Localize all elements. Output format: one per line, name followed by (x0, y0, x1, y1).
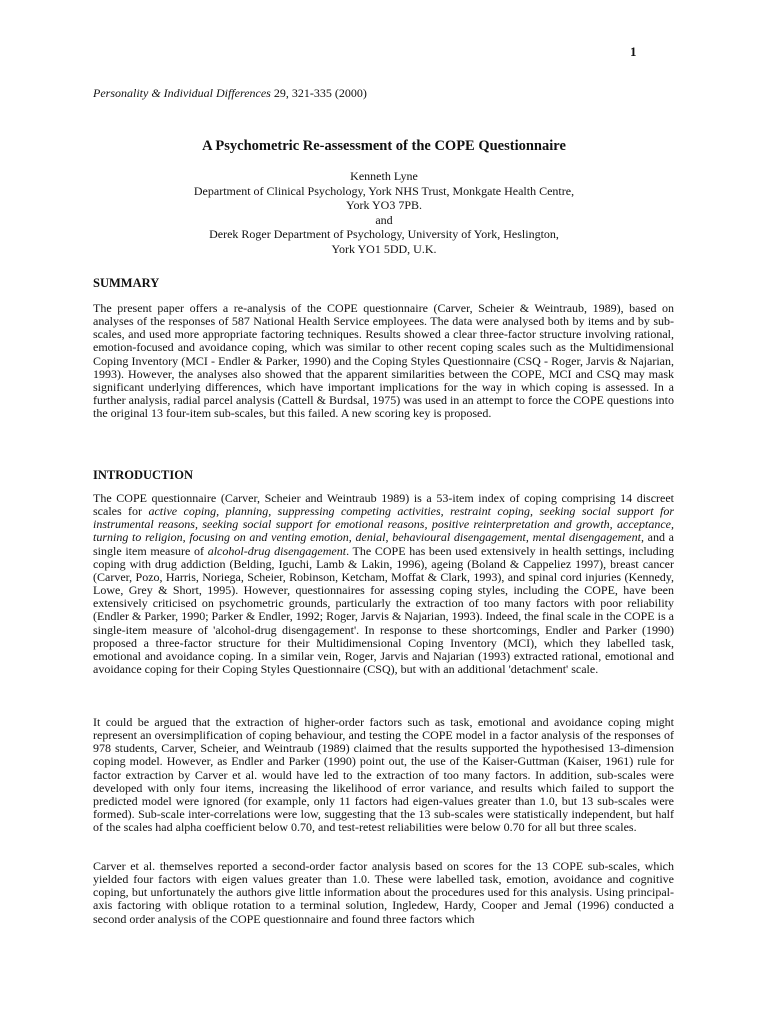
intro-text: , and a single item measure of (93, 530, 674, 558)
author-block (0, 169, 768, 257)
intro-scales-italic: active coping, planning, suppressing competing activities, restraint coping, seeking social support for instrumental reasons, seeking social support for emotional reasons, positive reinterpretation and growth, acceptance, turning to religion, focusing on and venting emotion, denial, behavioural disengagement, mental disengagement (93, 504, 674, 545)
paper-title: A Psychometric Re-assessment of the COPE Questionnaire (202, 138, 566, 154)
summary-paragraph: The present paper offers a re-analysis of the COPE questionnaire (Carver, Scheier & Weintraub, 1989), based on analyses of the responses of 587 National Health Service employees. The data were analysed both by items and by sub-scales, and used more appropriate factoring techniques. Results showed a clear three-factor structure involving rational, emotion-focused and avoidance coping, which was similar to other recent coping scales such as the Multidimensional Coping Inventory (MCI - Endler & Parker, 1990) and the Coping Styles Questionnaire (CSQ - Roger, Jarvis & Najarian, 1993). However, the analyses also showed that the apparent similarities between the COPE, MCI and CSQ may mask significant underlying differences, which have important implications for the way in which coping is assessed. In a further analysis, radial parcel analysis (Cattell & Burdsal, 1975) was used in an attempt to force the COPE questions into the original 13 four-item sub-scales, but this failed. A new scoring key is proposed. (93, 301, 674, 421)
intro-text: The COPE questionnaire (Carver, Scheier and Weintraub 1989) is a 53-item index of coping comprising 14 discreet scales for (93, 491, 674, 519)
intro-text: . The COPE has been used extensively in health settings, including coping with drug addiction (Belding, Iguchi, Lamb & Lakin, 1996), ageing (Boland & Cappeliez 1997), breast cancer (Carver, Pozo, Harris, Noriega, Scheier, Robinson, Ketcham, Moffat & Clark, 1993), and spinal cord injuries (Kennedy, Lowe, Grey & Short, 1995). However, questionnaires for assessing coping styles, including the COPE, have been extensively criticised on psychometric grounds, particularly the extraction of too many factors with poor reliability (Endler & Parker, 1990; Parker & Endler, 1992; Roger, Jarvis & Najarian, 1993). Indeed, the final scale in the COPE is a single-item measure of 'alcohol-drug disengagement'. In response to these shortcomings, Endler and Parker (1990) proposed a three-factor structure for their Multidimensional Coping Inventory (MCI), which they labelled task, emotional and avoidance coping. In a similar vein, Roger, Jarvis and Najarian (1993) extracted rational, emotional and avoidance coping for their Coping Styles Questionnaire (CSQ), but with an additional 'detachment' scale. (93, 543, 674, 677)
introduction-heading: INTRODUCTION (93, 468, 194, 482)
author-line: York YO3 7PB. (345, 198, 423, 213)
author-line: Kenneth Lyne (350, 169, 418, 183)
intro-paragraph-2: It could be argued that the extraction of higher-order factors such as task, emotional and avoidance coping might represent an oversimplification of coping behaviour, and testing the COPE model in a factor analysis of the responses of 978 students, Carver, Scheier, and Weintraub (1989) claimed that the results supported the hypothesised 13-dimension coping model. However, as Endler and Parker (1990) point out, the use of the Kaiser-Guttman (Kaiser, 1961) rule for factor extraction by Carver et al. would have led to the extraction of too many factors. In addition, sub-scales were developed with only four items, increasing the likelihood of error variance, and results which failed to support the predicted model were ignored (for example, only 11 factors had eigen-values greater than 1.0, but 13 sub-scales were formed). Sub-scale inter-correlations were low, suggesting that the 13 sub-scales were statistically independent, but half of the scales had alpha coefficient below 0.70, and test-retest reliabilities were below 0.70 for all but three scales. (93, 715, 674, 835)
journal-name: Personality & Individual Differences (93, 86, 271, 100)
intro-paragraph-1 (93, 492, 674, 676)
citation-volume: 29, 321-335 (2000) (270, 86, 367, 100)
author-line: Derek Roger Department of Psychology, University of York, Heslington, (209, 227, 559, 242)
journal-citation (93, 86, 367, 101)
author-line: York YO1 5DD, U.K. (331, 241, 437, 256)
intro-alcohol-italic: alcohol-drug disengagement (207, 543, 347, 558)
intro-paragraph-3: Carver et al. themselves reported a second-order factor analysis based on scores for the 13 COPE sub-scales, which yielded four factors with eigen values greater than 1.0. These were labelled task, emotion, avoidance and cognitive coping, but unfortunately the authors give little information about the procedures used for this analysis. Using principal-axis factoring with oblique rotation to a terminal solution, Ingledew, Hardy, Cooper and Jemal (1996) conducted a second order analysis of the COPE questionnaire and found three factors which (93, 859, 674, 926)
summary-heading: SUMMARY (93, 276, 160, 290)
author-line: and (375, 212, 393, 227)
page-number: 1 (630, 44, 637, 59)
author-line: Department of Clinical Psychology, York NHS Trust, Monkgate Health Centre, (193, 183, 575, 198)
